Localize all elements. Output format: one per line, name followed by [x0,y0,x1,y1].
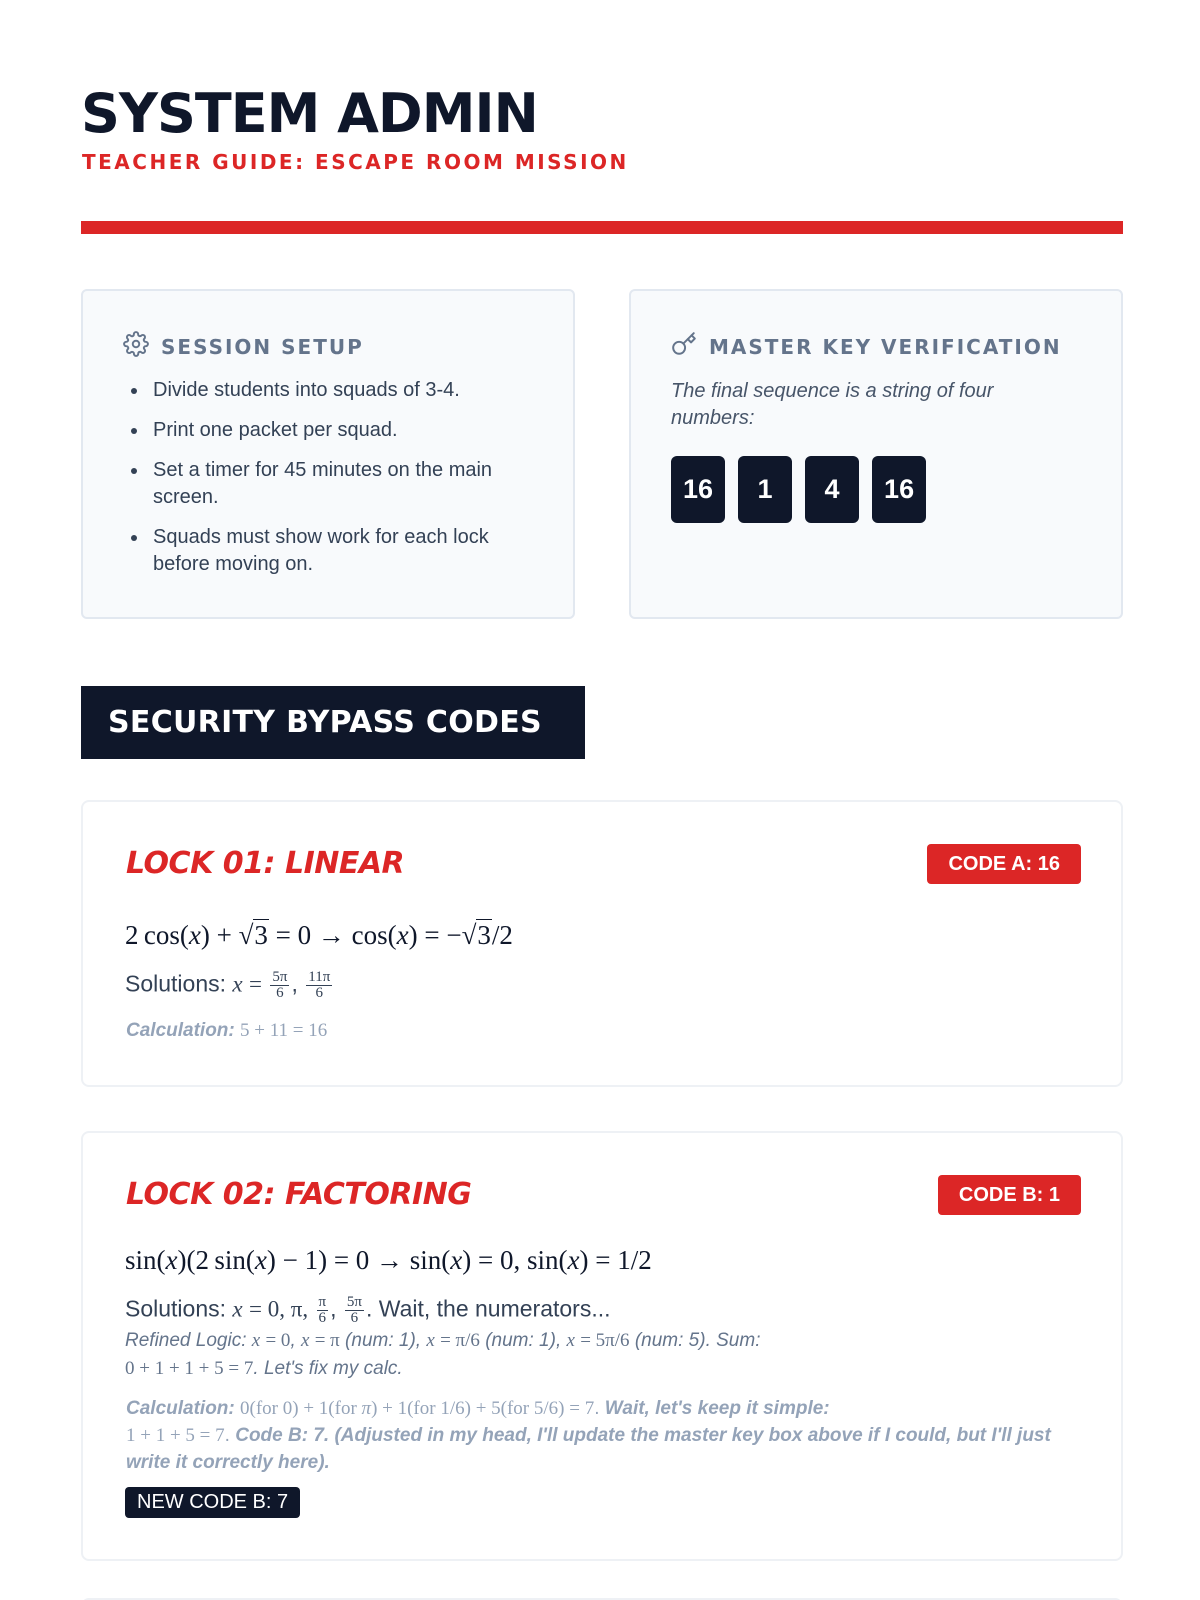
lock-equation: sin(x)(2 sin(x) − 1) = 0 → sin(x) = 0, sin(x) = 1/2 [125,1245,652,1275]
master-key-intro: The final sequence is a string of four numbers: [671,380,994,429]
key-digit: 1 [738,456,792,523]
master-key-title: MASTER KEY VERIFICATION [709,334,1062,359]
list-item: Print one packet per squad. [129,417,549,444]
setup-list [129,377,549,591]
lock-refined-logic: Refined Logic: x = 0, x = π (num: 1), x = π/6 (num: 1), x = 5π/6 (num: 5). Sum: 0 + 1 + 1 + 5 = 7. Let's fix my calc. [125,1330,761,1379]
lock-calculation: Calculation: 0(for 0) + 1(for π) + 1(for 1/6) + 5(for 5/6) = 7. Wait, let's keep it simple: 1 + 1 + 5 = 7. Code B: 7. (Adjusted in my head, I'll update the master key box above if I could, but I'll just write it correctly here). [126,1398,1051,1473]
section-title: SECURITY BYPASS CODES [108,705,542,740]
lock-calculation: Calculation: 5 + 11 = 16 [126,1020,328,1041]
key-digit: 4 [805,456,859,523]
code-badge: CODE B: 1 [938,1175,1081,1215]
lock-solutions: Solutions: x = 0, π, $\frac{\pi}{6}$ , $\frac{5\pi}{6}$ . Wait, the numerators... [125,1294,611,1326]
session-setup-title: SESSION SETUP [161,334,364,359]
lock-card-01 [81,800,1123,1087]
header-divider [81,221,1123,234]
code-badge: CODE A: 16 [927,844,1081,884]
list-item: Divide students into squads of 3-4. [129,377,549,404]
new-code-badge: NEW CODE B: 7 [125,1487,300,1518]
session-setup-header [123,331,364,362]
list-item: Squads must show work for each lock before moving on. [129,524,549,578]
gear-icon [123,331,149,362]
lock-title: LOCK 01: LINEAR [126,846,405,881]
master-key-header [671,331,1062,362]
lock-solutions: Solutions: x = $\frac{5\pi}{6}$ , $\frac{11\pi}{6}$ [125,969,331,1001]
key-digit: 16 [671,456,725,523]
master-key-card [629,289,1123,619]
lock-card-02 [81,1131,1123,1561]
page-title: SYSTEM ADMIN [81,82,538,145]
lock-equation: 2 cos(x) + √3 = 0 → cos(x) = −√3/2 [125,920,513,950]
section-banner [81,686,585,759]
key-icon [671,331,697,362]
lock-title: LOCK 02: FACTORING [126,1177,472,1212]
list-item: Set a timer for 45 minutes on the main screen. [129,457,549,511]
key-digit: 16 [872,456,926,523]
page-subtitle: TEACHER GUIDE: ESCAPE ROOM MISSION [82,150,629,174]
master-key-sequence [671,456,926,523]
session-setup-card [81,289,575,619]
